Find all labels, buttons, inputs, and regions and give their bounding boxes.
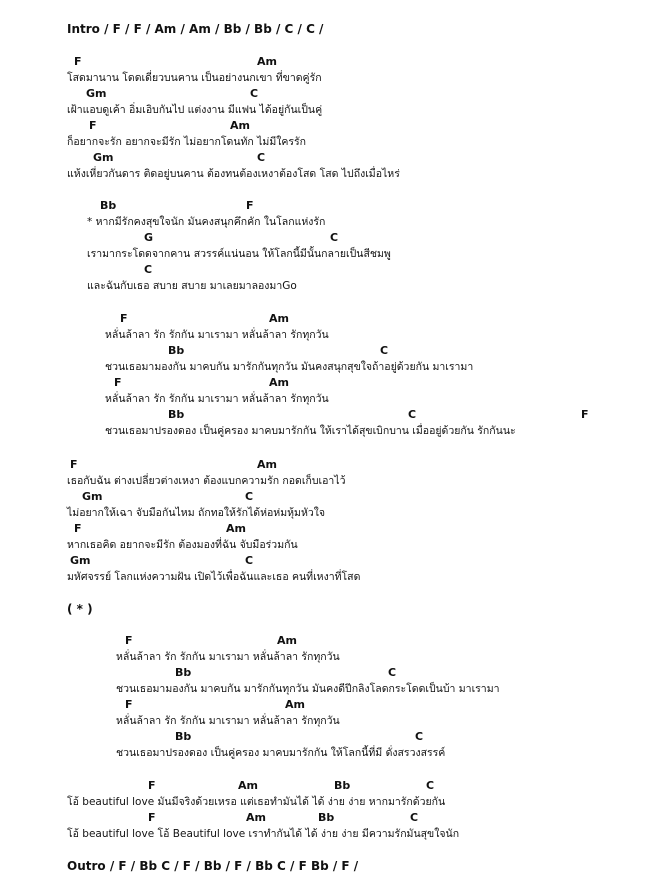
- chord: F: [74, 55, 82, 68]
- chord: Bb: [175, 666, 192, 679]
- chord: C: [250, 87, 259, 100]
- lyric: หลั่นล้าลา รัก รักกัน มาเรามา หลั่นล้าลา รักทุกวัน: [105, 329, 329, 341]
- chord: C: [426, 779, 435, 792]
- lyric: หากเธอคิด อยากจะมีรัก ต้องมองที่ฉัน จับมือร่วมกัน: [67, 539, 298, 551]
- chord: F: [120, 312, 128, 325]
- lyric: ชวนเธอมามองกัน มาคบกัน มารักกันทุกวัน มันคงดีปีกลิงโลดกระโดดเป็นบ้า มาเรามา: [116, 683, 500, 695]
- lyric: หลั่นล้าลา รัก รักกัน มาเรามา หลั่นล้าลา รักทุกวัน: [105, 393, 329, 405]
- chord: Am: [238, 779, 258, 792]
- chord: Am: [257, 458, 277, 471]
- lyric: เธอกับฉัน ต่างเปลี่ยวต่างเหงา ต้องแบกความรัก กอดเก็บเอาไว้: [67, 475, 346, 487]
- chord: Am: [277, 634, 297, 647]
- chord: C: [408, 408, 417, 421]
- outro-line: Outro / F / Bb C / F / Bb / F / Bb C / F Bb / F /: [67, 859, 359, 873]
- chord: F: [148, 779, 156, 792]
- chord: F: [148, 811, 156, 824]
- chord: Am: [230, 119, 250, 132]
- chord: Am: [246, 811, 266, 824]
- lyric: โอ้ beautiful love โอ้ Beautiful love เราทำกันได้ ได้ ง่าย ง่าย มีความรักมันสุขใจนัก: [67, 828, 460, 840]
- chord: F: [70, 458, 78, 471]
- chord: Am: [285, 698, 305, 711]
- chord: Bb: [168, 408, 185, 421]
- chord: F: [581, 408, 589, 421]
- chord: C: [330, 231, 339, 244]
- chord: F: [125, 634, 133, 647]
- lyric: โสดมานาน โดดเดี่ยวบนคาน เป็นอย่างนกเขา ที่ขาดคู่รัก: [67, 72, 322, 84]
- chord: Gm: [70, 554, 91, 567]
- lyric: แห้งเหี่ยวกันดาร ติดอยู่บนคาน ต้องทนต้องเหงาต้องโสด โสด ไปถึงเมื่อไหร่: [67, 168, 400, 180]
- intro-line: Intro / F / F / Am / Am / Bb / Bb / C / C /: [67, 22, 324, 36]
- chord: C: [415, 730, 424, 743]
- chord: Bb: [334, 779, 351, 792]
- lyric: ไม่อยากให้เฉา จับมือกันไหม ถักทอให้รักได้ห่อห่มหุ้มหัวใจ: [67, 507, 326, 519]
- lyric: เรามากระโดดจากคาน สวรรค์แน่นอน ให้โลกนี้มีนั้นกลายเป็นสีชมพู: [87, 248, 391, 260]
- chord: Bb: [175, 730, 192, 743]
- chord: Am: [269, 312, 289, 325]
- lyric: ชวนเธอมามองกัน มาคบกัน มารักกันทุกวัน มันคงสนุกสุขใจถ้าอยู่ด้วยกัน มาเรามา: [105, 361, 474, 373]
- chord: C: [410, 811, 419, 824]
- lyric: และฉันกับเธอ สบาย สบาย มาเลยมาลองมาGo: [87, 280, 297, 292]
- chord: Am: [257, 55, 277, 68]
- lyric: มหัศจรรย์ โลกแห่งความฝัน เปิดไว้เพื่อฉันและเธอ คนที่เหงาที่โสด: [67, 571, 361, 583]
- chord: Gm: [86, 87, 107, 100]
- chord: Bb: [100, 199, 117, 212]
- lyric: ก็อยากจะรัก อยากจะมีรัก ไม่อยากโดนทัก ไม่มีใครรัก: [67, 136, 307, 148]
- chord: Am: [269, 376, 289, 389]
- repeat-mark: ( * ): [67, 602, 93, 616]
- lyric: * หากมีรักคงสุขใจนัก มันคงสนุกคึกคัก ในโลกแห่งรัก: [87, 216, 326, 228]
- chord: C: [245, 490, 254, 503]
- lyric: โอ้ beautiful love มันมีจริงด้วยเหรอ แต่เธอทำมันได้ ได้ ง่าย ง่าย หากมารักด้วยกัน: [67, 796, 446, 808]
- chord: F: [114, 376, 122, 389]
- chord: F: [246, 199, 254, 212]
- chord: C: [144, 263, 153, 276]
- chord: C: [257, 151, 266, 164]
- lyric: หลั่นล้าลา รัก รักกัน มาเรามา หลั่นล้าลา รักทุกวัน: [116, 715, 340, 727]
- chord: G: [144, 231, 154, 244]
- chord: C: [245, 554, 254, 567]
- lyric: หลั่นล้าลา รัก รักกัน มาเรามา หลั่นล้าลา รักทุกวัน: [116, 651, 340, 663]
- chord: F: [125, 698, 133, 711]
- chord: C: [388, 666, 397, 679]
- lyric: เฝ้าแอบดูเค้า อิ่มเอิบกันไป แต่งงาน มีแฟน ได้อยู่กันเป็นคู่: [67, 104, 323, 116]
- chord: F: [89, 119, 97, 132]
- chord: Gm: [93, 151, 114, 164]
- chord: Gm: [82, 490, 103, 503]
- chord: F: [74, 522, 82, 535]
- chord: Bb: [168, 344, 185, 357]
- chord: C: [380, 344, 389, 357]
- chord: Am: [226, 522, 246, 535]
- lyric: ชวนเธอมาปรองดอง เป็นคู่ครอง มาคบมารักกัน ให้เราได้สุขเบิกบาน เมื่ออยู่ด้วยกัน รักกันนะ: [105, 425, 516, 437]
- lyric: ชวนเธอมาปรองดอง เป็นคู่ครอง มาคบมารักกัน ให้โลกนี้ที่มี ดั่งสรวงสรรค์: [116, 747, 446, 759]
- chord: Bb: [318, 811, 335, 824]
